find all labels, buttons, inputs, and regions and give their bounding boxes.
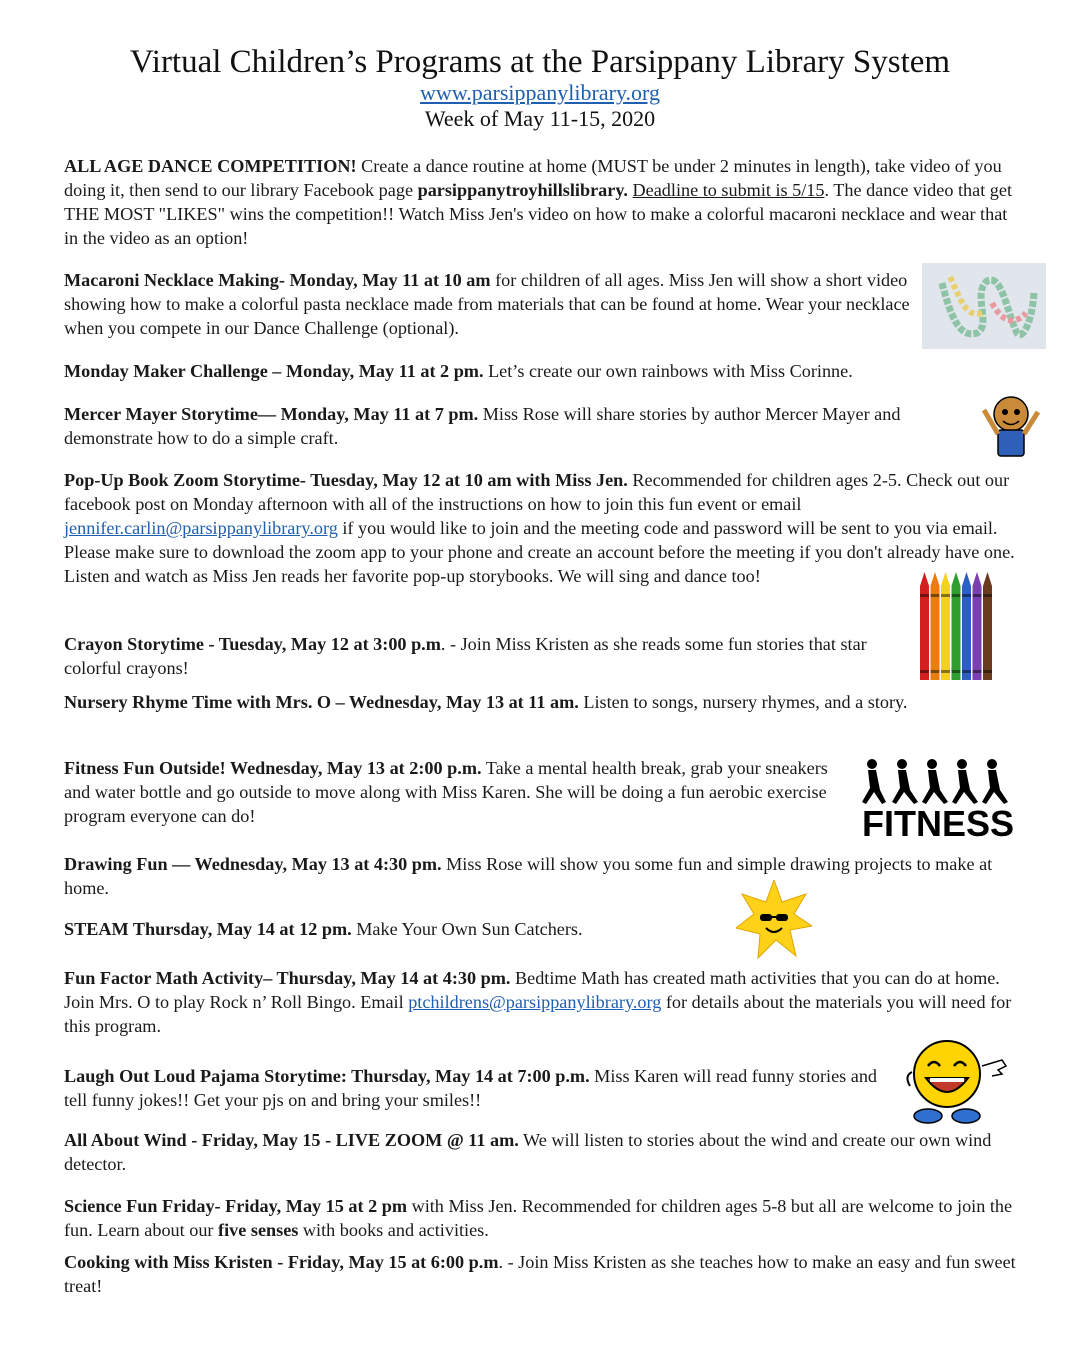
- event-heading: Crayon Storytime - Tuesday, May 12 at 3:00 p.m: [64, 634, 441, 654]
- event-heading: Mercer Mayer Storytime— Monday, May 11 at 7 pm.: [64, 404, 479, 424]
- crayon-band: [952, 670, 961, 673]
- event-text: Make Your Own Sun Catchers.: [351, 919, 583, 939]
- event-drawing-fun: [64, 852, 1024, 900]
- crayon-band: [931, 594, 940, 597]
- event-heading: Fitness Fun Outside! Wednesday, May 13 at 2:00 p.m.: [64, 758, 482, 778]
- event-heading: Nursery Rhyme Time with Mrs. O – Wednesday, May 13 at 11 am.: [64, 692, 579, 712]
- event-text: Miss Rose will share stories by author Mercer Mayer and demonstrate how to do a simple craft.: [64, 404, 901, 448]
- event-text-2: for details about the materials you will need for this program.: [64, 992, 1012, 1036]
- crayon-tip: [920, 572, 929, 586]
- crayon-band: [973, 594, 982, 597]
- event-text: Miss Karen will read funny stories and tell funny jokes!! Get your pjs on and bring your smiles!!: [64, 1066, 878, 1110]
- event-nursery-rhyme: [64, 690, 1024, 714]
- event-heading: All About Wind - Friday, May 15 - LIVE ZOOM @ 11 am.: [64, 1130, 519, 1150]
- event-text-1: with Miss Jen. Recommended for children ages 5-8 but all are welcome to join the fun. Learn about our: [64, 1196, 1013, 1240]
- crayon: [973, 586, 982, 680]
- email-link[interactable]: ptchildrens@parsippanylibrary.org: [408, 992, 662, 1012]
- crayon: [931, 586, 940, 680]
- crayon: [952, 586, 961, 680]
- event-text: . - Join Miss Kristen as she reads some fun stories that star colorful crayons!: [64, 634, 867, 678]
- crayon: [920, 586, 929, 680]
- crayon-tip: [983, 572, 992, 586]
- dance-text-2: . The dance video that get THE MOST "LIKES" wins the competition!! Watch Miss Jen's video on how to make a colorful macaroni necklace and wear that in the video as an option!: [64, 180, 1013, 248]
- facebook-page-name: parsippanytroyhillslibrary.: [417, 180, 628, 200]
- crayon-band: [983, 594, 992, 597]
- event-cooking: [64, 1250, 1024, 1298]
- five-senses-text: five senses: [218, 1220, 299, 1240]
- crayon-tip: [962, 572, 971, 586]
- event-text: Miss Rose will show you some fun and simple drawing projects to make at home.: [64, 854, 993, 898]
- crayon-band: [941, 670, 950, 673]
- event-text: Let’s create our own rainbows with Miss Corinne.: [483, 361, 853, 381]
- sun-image: [736, 880, 812, 960]
- event-fitness-fun: [64, 756, 844, 828]
- dance-heading: ALL AGE DANCE COMPETITION!: [64, 156, 357, 176]
- website-link[interactable]: www.parsippanylibrary.org: [420, 80, 660, 105]
- event-steam: [64, 917, 724, 941]
- event-text-1: Bedtime Math has created math activities that you can do at home. Join Mrs. O to play Rock n’ Roll Bingo. Email: [64, 968, 1000, 1012]
- event-text: Listen to songs, nursery rhymes, and a story.: [578, 692, 908, 712]
- event-crayon-storytime: [64, 632, 884, 680]
- week-label: Week of May 11-15, 2020: [424, 106, 656, 131]
- little-critter-image: [976, 392, 1046, 460]
- fitness-image: [856, 756, 1020, 840]
- event-text-2: if you would like to join and the meeting code and password will be sent to you via email. Please make sure to download the zoom app to your phone and create an account before the meeting if you don't already have one. Listen and watch as Miss Jen reads her favorite pop-up storybooks. We will sing and dance too!: [64, 518, 1015, 586]
- crayon-band: [920, 594, 929, 597]
- crayon-tip: [931, 572, 940, 586]
- event-text-2: with books and activities.: [298, 1220, 489, 1240]
- crayon-band: [941, 594, 950, 597]
- email-link[interactable]: jennifer.carlin@parsippanylibrary.org: [64, 518, 338, 538]
- header: [0, 44, 1080, 132]
- event-text: . - Join Miss Kristen as she teaches how to make an easy and fun sweet treat!: [64, 1252, 1016, 1296]
- event-text: for children of all ages. Miss Jen will show a short video showing how to make a colorful pasta necklace made from materials that can be found at home. Wear your necklace when you compete in our Dance Challenge (optional).: [64, 270, 910, 338]
- crayon-band: [931, 670, 940, 673]
- crayon-band: [983, 670, 992, 673]
- event-text: Take a mental health break, grab your sneakers and water bottle and go outside to move along with Miss Karen. She will be doing a fun aerobic exercise program everyone can do!: [64, 758, 828, 826]
- event-heading: Cooking with Miss Kristen - Friday, May 15 at 6:00 p.m: [64, 1252, 499, 1272]
- crayon-tip: [973, 572, 982, 586]
- event-heading: STEAM Thursday, May 14 at 12 pm.: [64, 919, 352, 939]
- event-heading: Pop-Up Book Zoom Storytime- Tuesday, May 12 at 10 am with Miss Jen.: [64, 470, 628, 490]
- event-math-activity: [64, 966, 1024, 1038]
- event-macaroni: [64, 268, 914, 340]
- crayon-tip: [952, 572, 961, 586]
- event-heading: Science Fun Friday- Friday, May 15 at 2 pm: [64, 1196, 408, 1216]
- crayon: [941, 586, 950, 680]
- event-mercer-mayer: [64, 402, 964, 450]
- event-science-fun: [64, 1194, 1024, 1242]
- crayon-tip: [941, 572, 950, 586]
- crayon: [983, 586, 992, 680]
- event-heading: Laugh Out Loud Pajama Storytime: Thursday, May 14 at 7:00 p.m.: [64, 1066, 590, 1086]
- event-heading: Macaroni Necklace Making- Monday, May 11 at 10 am: [64, 270, 491, 290]
- crayon-band: [952, 594, 961, 597]
- page-title: Virtual Children’s Programs at the Parsippany Library System: [129, 44, 951, 80]
- crayon-band: [962, 670, 971, 673]
- crayon-band: [920, 670, 929, 673]
- crayon: [962, 586, 971, 680]
- event-all-about-wind: [64, 1128, 1024, 1176]
- event-text: We will listen to stories about the wind and create our own wind detector.: [64, 1130, 992, 1174]
- macaroni-necklace-image: [922, 263, 1046, 349]
- event-maker-challenge: [64, 359, 1044, 383]
- event-popup-storytime: [64, 468, 1024, 588]
- laughing-smiley-image: [902, 1036, 1014, 1124]
- event-heading: Drawing Fun — Wednesday, May 13 at 4:30 pm.: [64, 854, 442, 874]
- dance-text-1: Create a dance routine at home (MUST be under 2 minutes in length), take video of you doing it, then send to our library Facebook page: [64, 156, 1002, 200]
- event-heading: Fun Factor Math Activity– Thursday, May 14 at 4:30 pm.: [64, 968, 511, 988]
- event-pajama-storytime: [64, 1064, 894, 1112]
- event-heading: Monday Maker Challenge – Monday, May 11 at 2 pm.: [64, 361, 484, 381]
- event-text-1: Recommended for children ages 2-5. Check out our facebook post on Monday afternoon with all of the instructions on how to join this fun event or email: [64, 470, 1010, 514]
- crayon-band: [973, 670, 982, 673]
- deadline-text: Deadline to submit is 5/15: [632, 180, 825, 200]
- crayons-image: [916, 570, 996, 682]
- dance-competition: [64, 154, 1024, 250]
- crayon-band: [962, 594, 971, 597]
- fitness-word: FITNESS: [861, 803, 1015, 840]
